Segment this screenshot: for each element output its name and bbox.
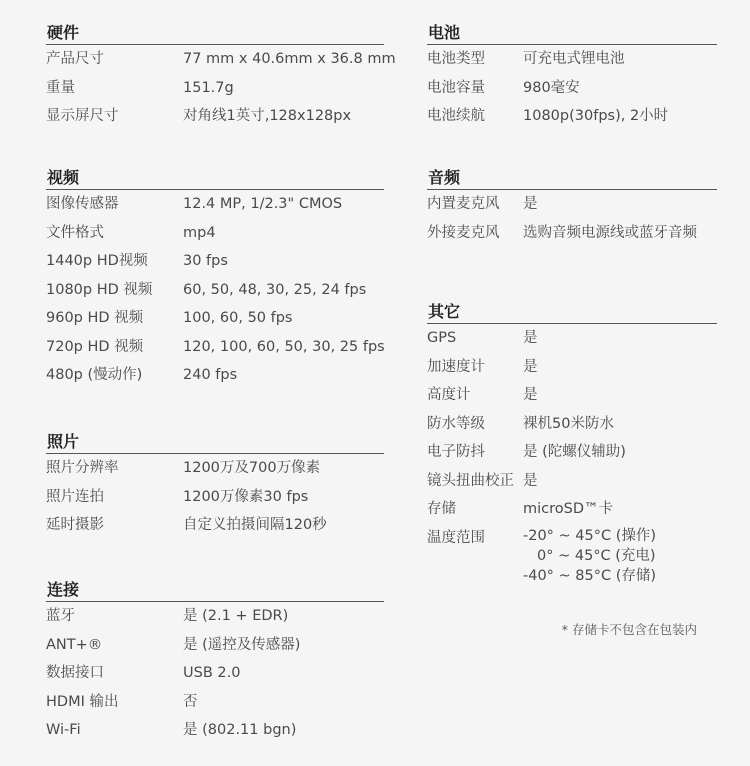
spec-row: [46, 304, 384, 333]
spec-row-temperature: [427, 524, 717, 586]
spec-value: 是: [523, 196, 538, 212]
spec-value: 是: [523, 387, 538, 403]
spec-value: 120, 100, 60, 50, 30, 25 fps: [183, 338, 385, 355]
spec-row: [427, 324, 717, 353]
spec-value: 是: [523, 330, 538, 346]
section-video: [46, 167, 384, 390]
section-title: 其它: [427, 301, 717, 324]
section-audio: [427, 167, 717, 247]
spec-row: [46, 716, 384, 745]
spec-value: 151.7g: [183, 79, 234, 96]
spec-row: [427, 438, 717, 467]
spec-label: 照片分辨率: [46, 460, 119, 476]
spec-label: 重量: [46, 79, 75, 96]
spec-row: [46, 190, 384, 219]
section-title: 照片: [46, 431, 384, 454]
spec-value: 选购音频电源线或蓝牙音频: [523, 224, 697, 241]
spec-value: 是 (2.1 + EDR): [183, 608, 289, 624]
spec-row: [427, 45, 717, 74]
spec-value: 是: [523, 358, 538, 375]
section-title: 电池: [427, 22, 717, 45]
spec-label: 温度范围: [427, 529, 485, 546]
spec-row: [427, 381, 717, 410]
spec-row: [46, 659, 384, 688]
spec-value: 60, 50, 48, 30, 25, 24 fps: [183, 281, 367, 298]
spec-value: mp4: [183, 224, 216, 241]
spec-label: 电子防抖: [427, 444, 485, 460]
spec-label: 480p (慢动作): [46, 367, 143, 383]
spec-row: [46, 219, 384, 248]
spec-row: [427, 495, 717, 524]
spec-label: 蓝牙: [46, 608, 75, 624]
spec-label: 内置麦克风: [427, 196, 500, 212]
spec-value: USB 2.0: [183, 665, 241, 681]
spec-value: 是 (陀螺仪辅助): [523, 444, 626, 460]
spec-value: microSD™卡: [523, 501, 614, 517]
temperature-operating: -20° ~ 45°C (操作): [523, 527, 657, 544]
spec-label: 1080p HD 视频: [46, 281, 153, 298]
spec-label: Wi-Fi: [46, 722, 81, 738]
temperature-storage: -40° ~ 85°C (存储): [523, 567, 657, 584]
temperature-values: [523, 524, 717, 586]
spec-row: [427, 410, 717, 439]
spec-row: [46, 483, 384, 512]
spec-value: 77 mm x 40.6mm x 36.8 mm: [183, 51, 396, 67]
spec-row: [46, 102, 384, 131]
section-title: 视频: [46, 167, 384, 190]
spec-row: [427, 102, 717, 131]
spec-row: [46, 631, 384, 660]
spec-row: [46, 74, 384, 103]
spec-label: 高度计: [427, 387, 471, 403]
spec-value: 是: [523, 472, 538, 489]
section-title: 硬件: [46, 22, 384, 45]
spec-row: [46, 333, 384, 362]
spec-value: 240 fps: [183, 367, 238, 383]
spec-label: 电池类型: [427, 51, 485, 67]
spec-row: [46, 361, 384, 390]
section-battery: [427, 22, 717, 131]
spec-row: [46, 247, 384, 276]
spec-label: 镜头扭曲校正: [427, 472, 514, 489]
spec-label: 电池容量: [427, 79, 485, 96]
spec-row: [427, 219, 717, 248]
section-photo: [46, 431, 384, 540]
spec-value: 是 (遥控及传感器): [183, 636, 301, 653]
spec-label: ANT+®: [46, 636, 103, 653]
spec-value: 是 (802.11 bgn): [183, 722, 297, 738]
section-connectivity: [46, 579, 384, 745]
spec-value: 对角线1英寸,128x128px: [183, 108, 352, 124]
spec-label: 产品尺寸: [46, 51, 104, 67]
spec-value: 1200万及700万像素: [183, 460, 321, 476]
spec-row: [46, 276, 384, 305]
spec-value: 980毫安: [523, 79, 580, 96]
spec-value: 1200万像素30 fps: [183, 488, 309, 505]
spec-value: 12.4 MP, 1/2.3" CMOS: [183, 196, 343, 212]
spec-row: [46, 511, 384, 540]
spec-label: HDMI 输出: [46, 693, 119, 710]
spec-label: 延时摄影: [46, 517, 104, 533]
spec-value: 自定义拍摄间隔120秒: [183, 517, 327, 533]
section-title: 音频: [427, 167, 717, 190]
spec-label: 文件格式: [46, 224, 104, 241]
spec-label: 防水等级: [427, 415, 485, 432]
spec-label: 显示屏尺寸: [46, 108, 119, 124]
spec-label: 存储: [427, 501, 456, 517]
spec-row: [427, 467, 717, 496]
spec-value: 可充电式锂电池: [523, 51, 625, 67]
spec-value: 1080p(30fps), 2小时: [523, 108, 669, 124]
footnote: * 存储卡不包含在包装内: [561, 622, 697, 637]
section-title: 连接: [46, 579, 384, 602]
spec-value: 裸机50米防水: [523, 415, 614, 432]
spec-row: [427, 353, 717, 382]
spec-label: 图像传感器: [46, 196, 119, 212]
spec-label: 1440p HD视频: [46, 253, 148, 269]
spec-label: 照片连拍: [46, 488, 104, 505]
spec-label: 960p HD 视频: [46, 310, 144, 326]
spec-value: 100, 60, 50 fps: [183, 310, 293, 326]
section-other: [427, 301, 717, 586]
spec-value: 否: [183, 693, 198, 710]
section-hardware: [46, 22, 396, 131]
spec-row: [46, 45, 396, 74]
spec-label: 外接麦克风: [427, 224, 500, 241]
spec-row: [427, 74, 717, 103]
spec-row: [46, 688, 384, 717]
spec-value: 30 fps: [183, 253, 228, 269]
spec-row: [46, 454, 384, 483]
spec-label: 数据接口: [46, 665, 104, 681]
spec-row: [46, 602, 384, 631]
spec-label: GPS: [427, 330, 457, 346]
temperature-charging: 0° ~ 45°C (充电): [537, 547, 656, 564]
spec-label: 电池续航: [427, 108, 485, 124]
spec-label: 加速度计: [427, 358, 485, 375]
spec-row: [427, 190, 717, 219]
spec-label: 720p HD 视频: [46, 338, 144, 355]
